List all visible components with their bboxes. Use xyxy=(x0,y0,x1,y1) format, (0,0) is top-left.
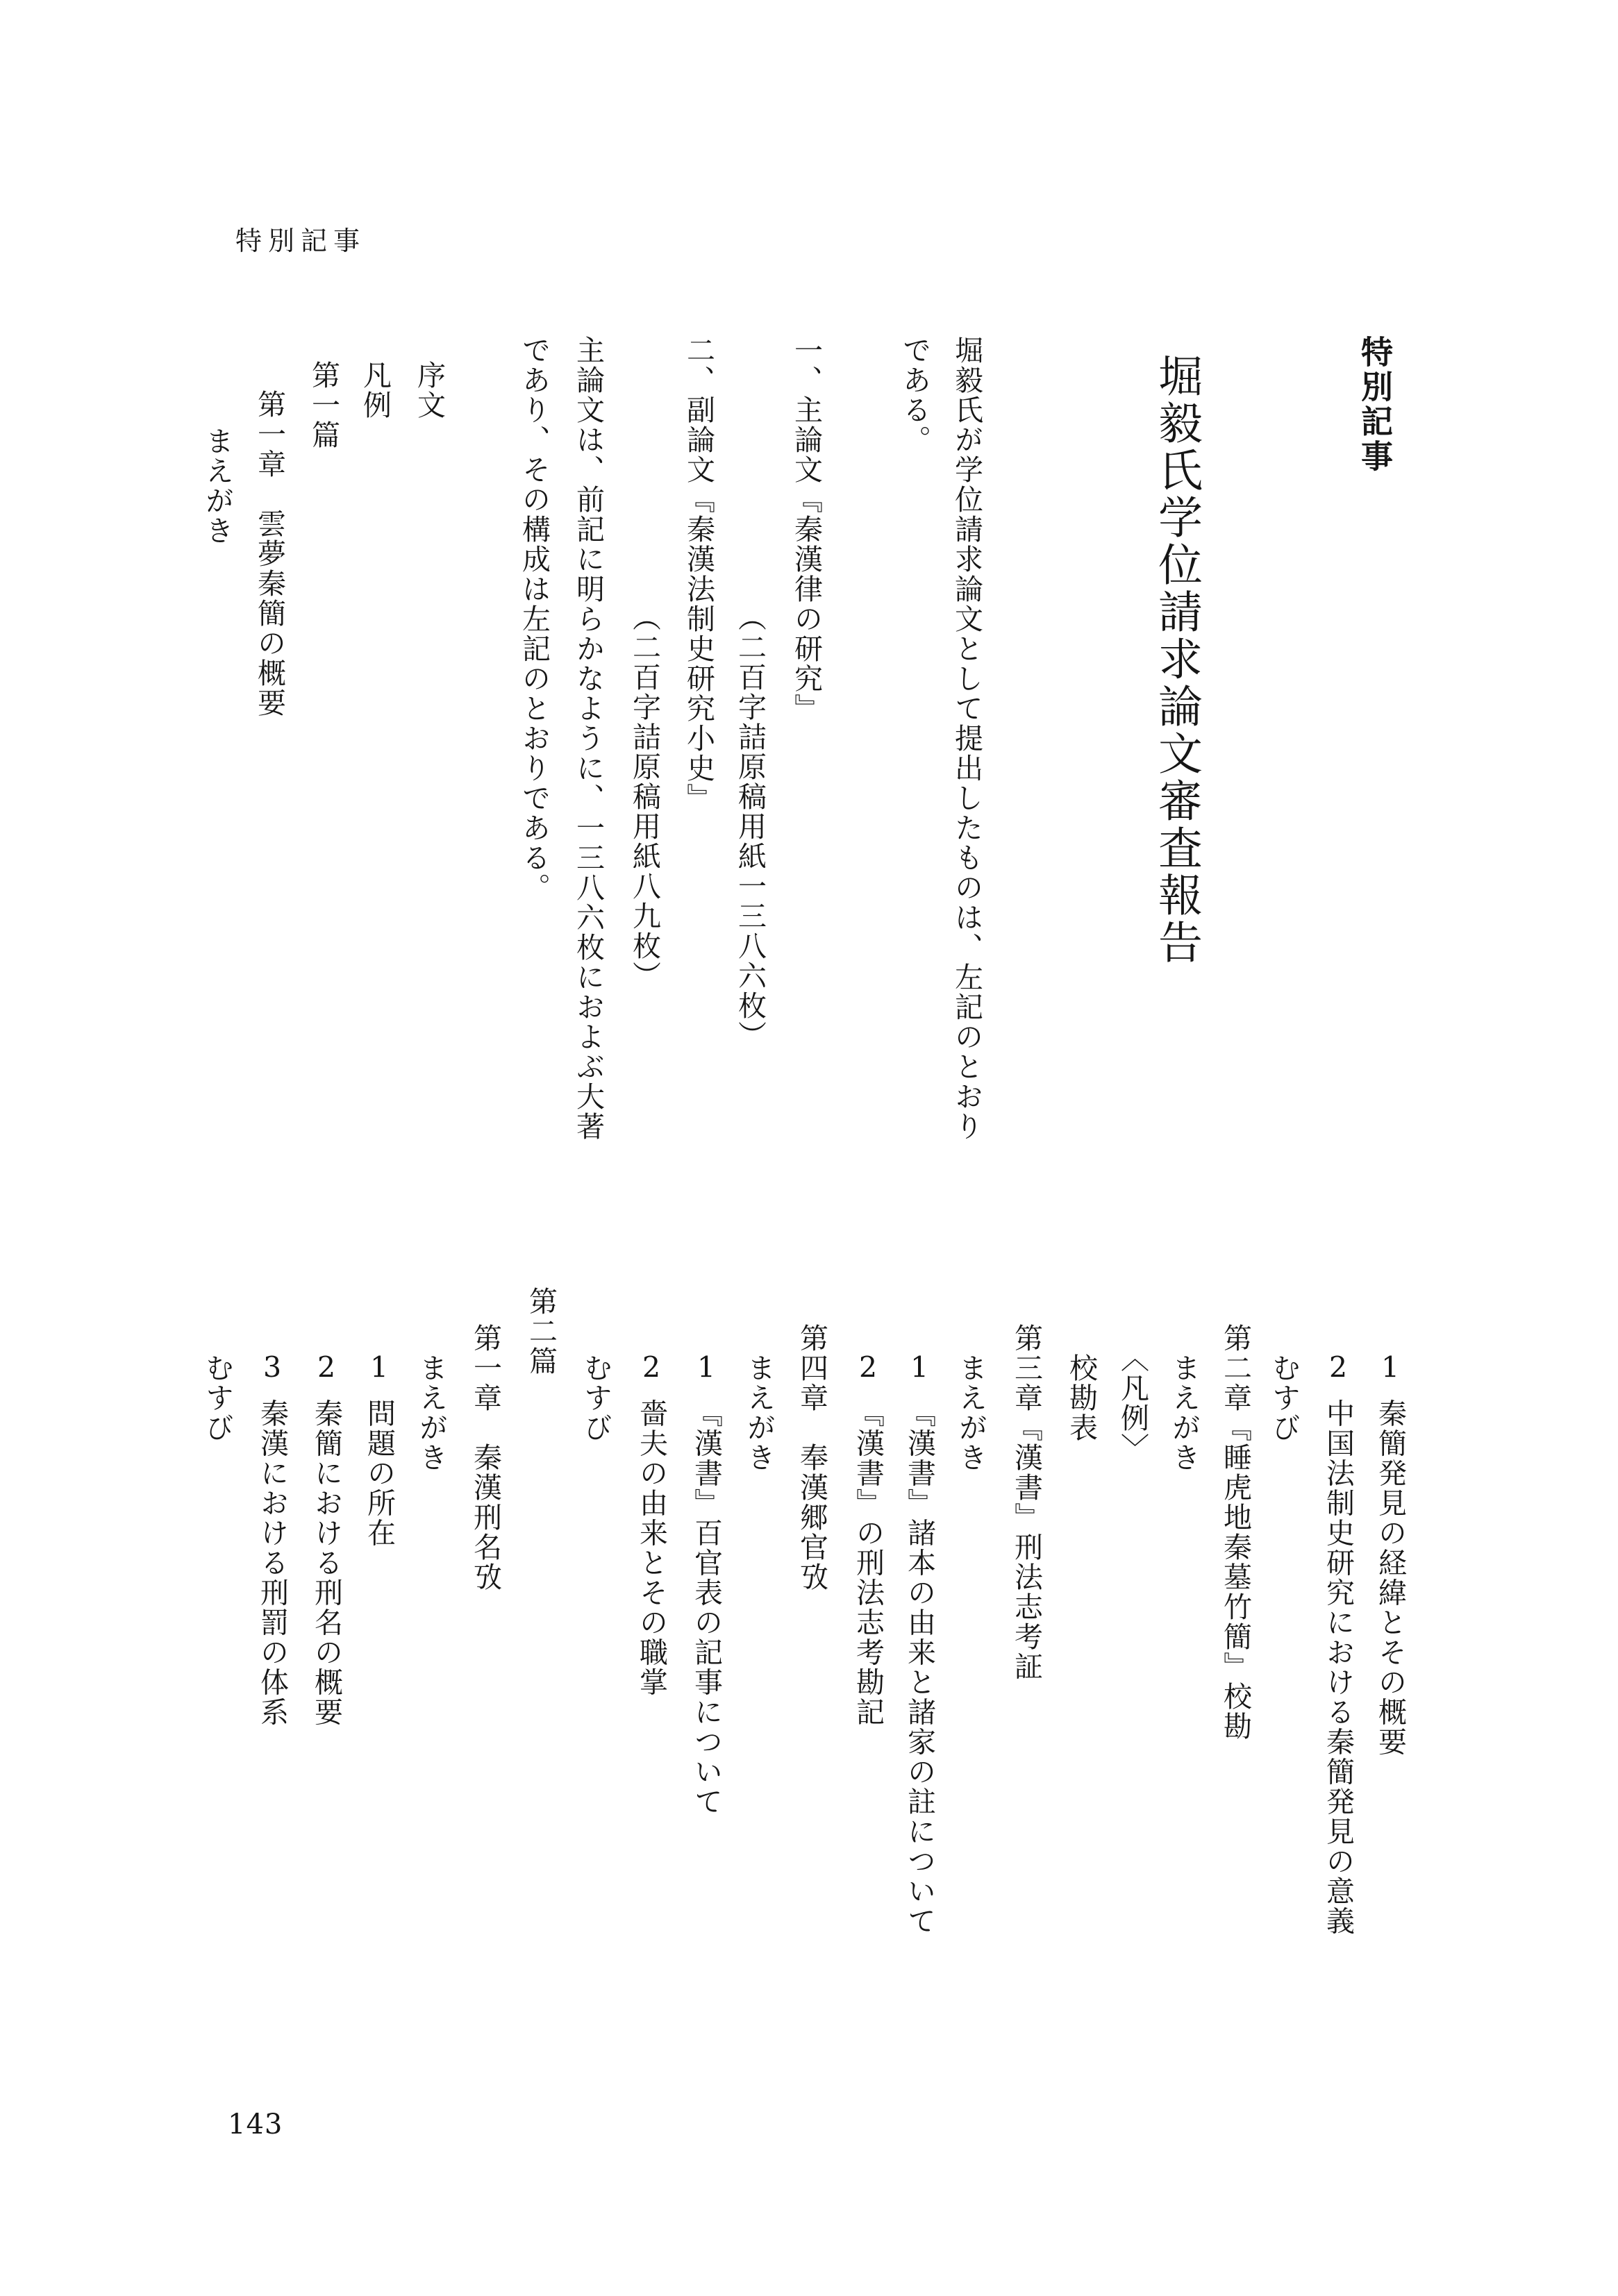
toc-entry xyxy=(635,1353,668,1698)
toc-entry-title: 『漢書』諸本の由来と諸家の註について xyxy=(903,1398,936,1936)
toc-chapter: 第三章『漢書』刑法志考証 xyxy=(1010,1323,1043,1682)
toc-entry xyxy=(1321,1353,1355,1936)
sub-thesis-label: 二、副論文『秦漢法制史研究小史』 xyxy=(682,335,715,813)
section-label: 特別記事 xyxy=(1356,335,1394,474)
toc-entry: むすび xyxy=(579,1353,612,1443)
toc-entry xyxy=(851,1353,885,1727)
toc-chapter: 第四章 奉漢郷官攷 xyxy=(795,1323,828,1592)
toc-entry-number: 2 xyxy=(317,1353,336,1382)
main-thesis-note: （二百字詰原稿用紙一三八六枚） xyxy=(733,603,767,1050)
toc-entry: まえがき xyxy=(201,426,234,546)
toc-entry-number: 1 xyxy=(910,1353,929,1382)
body-line: である。 xyxy=(898,335,931,455)
toc-entry-title: 秦簡における刑名の概要 xyxy=(310,1398,343,1727)
sub-thesis-note: （二百字詰原稿用紙八九枚） xyxy=(628,603,661,991)
body-line: であり、その構成は左記のとおりである。 xyxy=(517,335,551,903)
toc-entry-title: 『漢書』百官表の記事について xyxy=(690,1398,723,1817)
toc-entry: 凡例 xyxy=(358,360,392,420)
toc-part: 第一篇 xyxy=(307,360,340,450)
body-line: 主論文は、前記に明らかなように、一三八六枚におよぶ大著 xyxy=(572,335,605,1141)
toc-entry: 校勘表 xyxy=(1065,1353,1098,1443)
toc-entry: まえがき xyxy=(954,1353,987,1473)
toc-entry: 序文 xyxy=(412,360,446,420)
toc-entry-title: 秦簡発見の経緯とその概要 xyxy=(1374,1398,1407,1757)
toc-entry-number: 1 xyxy=(1381,1353,1400,1382)
toc-entry-number: 1 xyxy=(697,1353,716,1382)
toc-entry-title: 中国法制史研究における秦簡発見の意義 xyxy=(1321,1398,1355,1936)
toc-entry xyxy=(256,1353,289,1727)
toc-entry-title: 問題の所在 xyxy=(362,1398,396,1548)
toc-entry: むすび xyxy=(1267,1353,1301,1443)
toc-entry-number: 1 xyxy=(369,1353,389,1382)
toc-entry: まえがき xyxy=(1167,1353,1201,1473)
running-head: 特別記事 xyxy=(235,226,367,256)
toc-entry-title: 秦漢における刑罰の体系 xyxy=(256,1398,289,1727)
toc-chapter: 第一章 秦漢刑名攷 xyxy=(469,1323,502,1592)
toc-chapter: 第二章『睡虎地秦墓竹簡』校勘 xyxy=(1219,1323,1252,1741)
body-line: 堀毅氏が学位請求論文として提出したものは、左記のとおり xyxy=(950,335,983,1141)
main-thesis-label: 一、主論文『秦漢律の研究』 xyxy=(790,335,823,723)
toc-entry: まえがき xyxy=(415,1353,448,1473)
toc-entry: むすび xyxy=(201,1353,234,1443)
toc-entry xyxy=(690,1353,723,1817)
toc-entry xyxy=(362,1353,396,1548)
toc-entry xyxy=(903,1353,936,1936)
toc-entry: まえがき xyxy=(742,1353,776,1473)
toc-chapter: 第一章 雲夢秦簡の概要 xyxy=(253,389,286,718)
toc-entry-number: 2 xyxy=(1328,1353,1348,1382)
toc-entry-title: 『漢書』の刑法志考勘記 xyxy=(851,1398,885,1727)
toc-entry-number: 2 xyxy=(642,1353,661,1382)
toc-entry-title: 嗇夫の由来とその職掌 xyxy=(635,1398,668,1698)
page-number: 143 xyxy=(228,2109,283,2140)
toc-part: 第二篇 xyxy=(524,1287,558,1376)
toc-entry: 〈凡例〉 xyxy=(1116,1343,1149,1463)
toc-entry xyxy=(1374,1353,1407,1757)
toc-entry xyxy=(310,1353,343,1727)
toc-entry-number: 3 xyxy=(262,1353,282,1382)
toc-entry-number: 2 xyxy=(858,1353,878,1382)
article-title: 堀毅氏学位請求論文審査報告 xyxy=(1151,353,1202,966)
